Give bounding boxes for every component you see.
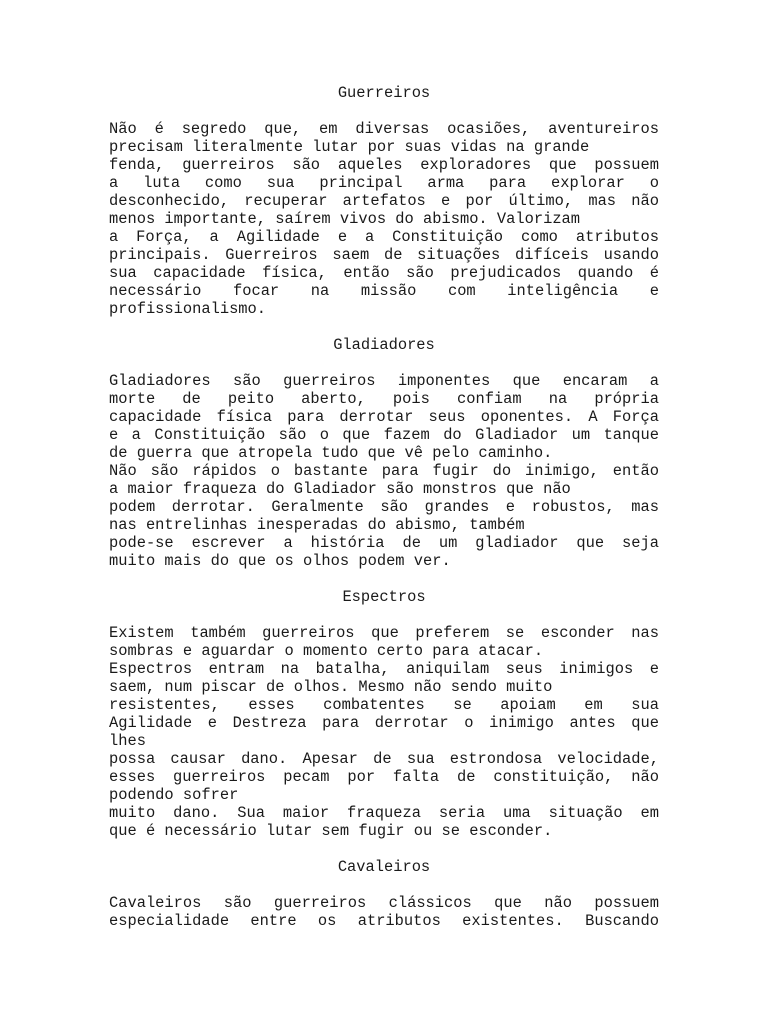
text-line: Não são rápidos o bastante para fugir do inimigo, então: [109, 462, 659, 480]
section-paragraph: [109, 372, 659, 570]
text-line: Cavaleiros são guerreiros clássicos que não possuem: [109, 894, 659, 912]
text-line: pode-se escrever a história de um gladiador que seja: [109, 534, 659, 552]
text-line: Não é segredo que, em diversas ocasiões, aventureiros: [109, 120, 659, 138]
spacer: [109, 840, 659, 858]
text-line: podem derrotar. Geralmente são grandes e robustos, mas: [109, 498, 659, 516]
text-line: necessário focar na missão com inteligência e: [109, 282, 659, 300]
spacer: [109, 102, 659, 120]
spacer: [109, 318, 659, 336]
text-line: nas entrelinhas inesperadas do abismo, também: [109, 516, 525, 534]
section-heading: Guerreiros: [337, 84, 431, 102]
text-line: a maior fraqueza do Gladiador são monstros que não: [109, 480, 571, 498]
text-line: esses guerreiros pecam por falta de constituição, não: [109, 768, 659, 786]
text-line: muito mais do que os olhos podem ver.: [109, 552, 451, 570]
text-line: sua capacidade física, então são prejudicados quando é: [109, 264, 659, 282]
text-line: sombras e aguardar o momento certo para atacar.: [109, 642, 544, 660]
text-line: que é necessário lutar sem fugir ou se esconder.: [109, 822, 553, 840]
text-line: de guerra que atropela tudo que vê pelo caminho.: [109, 444, 553, 462]
spacer: [109, 606, 659, 624]
text-line: a luta como sua principal arma para explorar o: [109, 174, 659, 192]
text-line: Gladiadores são guerreiros imponentes que encaram a: [109, 372, 659, 390]
text-line: principais. Guerreiros saem de situações difíceis usando: [109, 246, 659, 264]
spacer: [109, 570, 659, 588]
text-line: lhes: [109, 732, 146, 750]
text-line: capacidade física para derrotar seus oponentes. A Força: [109, 408, 659, 426]
text-line: Espectros entram na batalha, aniquilam seus inimigos e: [109, 660, 659, 678]
section-paragraph: [109, 120, 659, 318]
text-line: podendo sofrer: [109, 786, 239, 804]
text-line: precisam literalmente lutar por suas vidas na grande: [109, 138, 590, 156]
text-line: especialidade entre os atributos existentes. Buscando: [109, 912, 659, 930]
section-heading: Espectros: [342, 588, 426, 606]
text-line: menos importante, saírem vivos do abismo. Valorizam: [109, 210, 581, 228]
section-heading: Cavaleiros: [337, 858, 431, 876]
spacer: [109, 876, 659, 894]
text-line: morte de peito aberto, pois confiam na própria: [109, 390, 659, 408]
text-line: fenda, guerreiros são aqueles exploradores que possuem: [109, 156, 659, 174]
section-paragraph: [109, 624, 659, 840]
text-line: muito dano. Sua maior fraqueza seria uma situação em: [109, 804, 659, 822]
spacer: [109, 354, 659, 372]
text-line: profissionalismo.: [109, 300, 267, 318]
text-line: saem, num piscar de olhos. Mesmo não sendo muito: [109, 678, 553, 696]
document-page: [109, 84, 659, 930]
text-line: resistentes, esses combatentes se apoiam em sua: [109, 696, 659, 714]
text-line: Agilidade e Destreza para derrotar o inimigo antes que: [109, 714, 659, 732]
text-line: desconhecido, recuperar artefatos e por último, mas não: [109, 192, 659, 210]
section-paragraph: [109, 894, 659, 930]
section-heading: Gladiadores: [333, 336, 435, 354]
text-line: possa causar dano. Apesar de sua estrondosa velocidade,: [109, 750, 659, 768]
text-line: Existem também guerreiros que preferem se esconder nas: [109, 624, 659, 642]
text-line: a Força, a Agilidade e a Constituição como atributos: [109, 228, 659, 246]
text-line: e a Constituição são o que fazem do Gladiador um tanque: [109, 426, 659, 444]
